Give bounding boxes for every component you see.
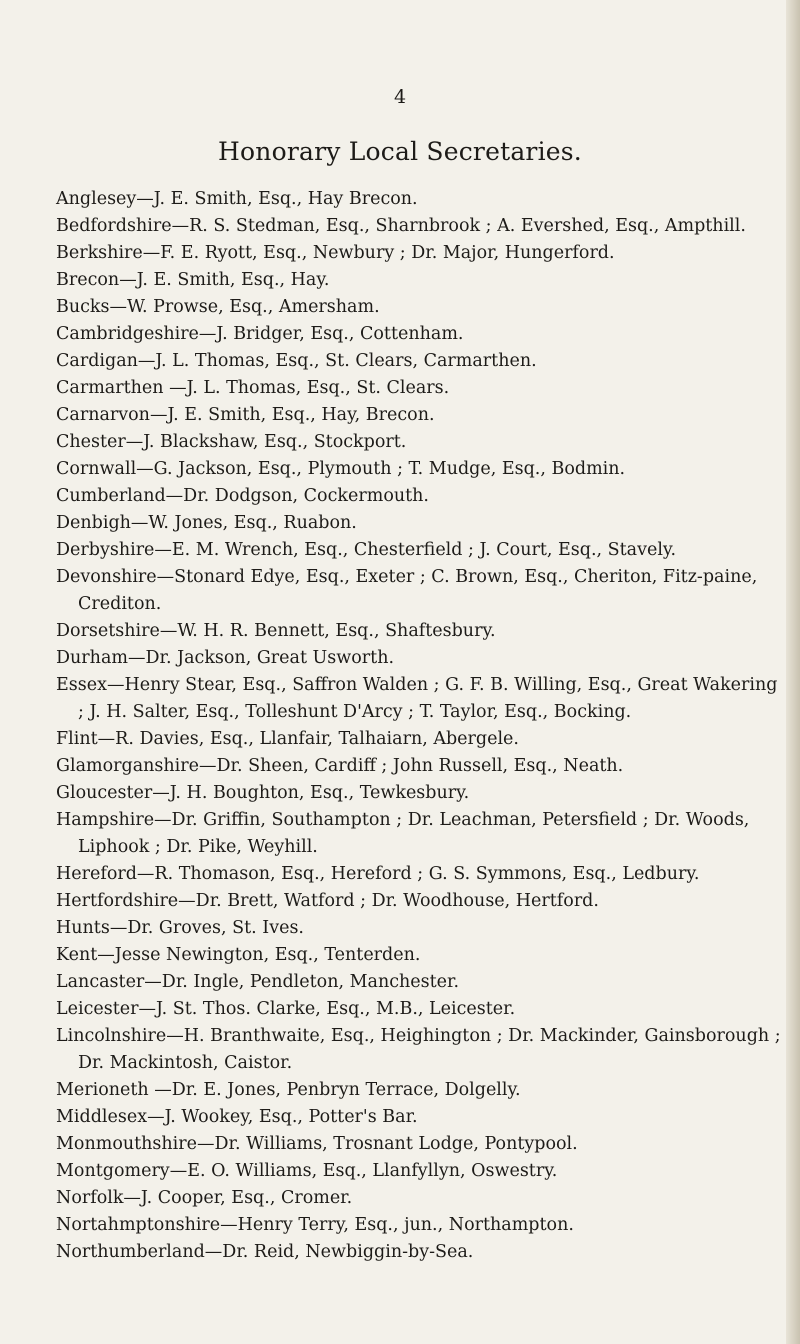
list-item: Hunts—Dr. Groves, St. Ives. (56, 918, 304, 938)
list-item: Montgomery—E. O. Williams, Esq., Llanfyllyn, Oswestry. (56, 1161, 558, 1181)
list-item: Bedfordshire—R. S. Stedman, Esq., Sharnbrook ; A. Evershed, Esq., Ampthill. (56, 216, 746, 236)
list-item: Carmarthen —J. L. Thomas, Esq., St. Clears. (56, 378, 450, 398)
list-item: Cambridgeshire—J. Bridger, Esq., Cottenham. (56, 324, 464, 344)
list-item: Chester—J. Blackshaw, Esq., Stockport. (56, 432, 407, 452)
list-item: Monmouthshire—Dr. Williams, Trosnant Lodge, Pontypool. (56, 1134, 578, 1154)
list-item: Dorsetshire—W. H. R. Bennett, Esq., Shaftesbury. (56, 621, 496, 641)
list-item: Hampshire—Dr. Griffin, Southampton ; Dr. Leachman, Petersfield ; Dr. Woods, Liphook ; Dr. Pike, Weyhill. (56, 810, 750, 857)
page-edge (786, 0, 800, 1344)
list-item: Brecon—J. E. Smith, Esq., Hay. (56, 270, 330, 290)
list-item: Leicester—J. St. Thos. Clarke, Esq., M.B., Leicester. (56, 999, 516, 1019)
list-item: Carnarvon—J. E. Smith, Esq., Hay, Brecon. (56, 405, 435, 425)
list-item: Hertfordshire—Dr. Brett, Watford ; Dr. Woodhouse, Hertford. (56, 891, 599, 911)
list-item: Northumberland—Dr. Reid, Newbiggin-by-Sea. (56, 1242, 474, 1262)
list-item: Kent—Jesse Newington, Esq., Tenterden. (56, 945, 421, 965)
list-item: Denbigh—W. Jones, Esq., Ruabon. (56, 513, 357, 533)
list-item: Flint—R. Davies, Esq., Llanfair, Talhaiarn, Abergele. (56, 729, 519, 749)
list-item: Cardigan—J. L. Thomas, Esq., St. Clears, Carmarthen. (56, 351, 537, 371)
page-title: Honorary Local Secretaries. (218, 137, 582, 166)
list-item: Merioneth —Dr. E. Jones, Penbryn Terrace, Dolgelly. (56, 1080, 521, 1100)
list-item: Essex—Henry Stear, Esq., Saffron Walden ; G. F. B. Willing, Esq., Great Wakering ; J. H. Salter, Esq., Tolleshunt D'Arcy ; T. Taylor, Esq., Bocking. (56, 675, 778, 722)
list-item: Devonshire—Stonard Edye, Esq., Exeter ; C. Brown, Esq., Cheriton, Fitz-paine, Crediton. (56, 567, 758, 614)
list-item: Bucks—W. Prowse, Esq., Amersham. (56, 297, 380, 317)
list-item: Derbyshire—E. M. Wrench, Esq., Chesterfield ; J. Court, Esq., Stavely. (56, 540, 677, 560)
list-item: Gloucester—J. H. Boughton, Esq., Tewkesbury. (56, 783, 470, 803)
list-item: Lincolnshire—H. Branthwaite, Esq., Heighington ; Dr. Mackinder, Gainsborough ; Dr. Mackintosh, Caistor. (56, 1026, 781, 1073)
list-item: Cornwall—G. Jackson, Esq., Plymouth ; T. Mudge, Esq., Bodmin. (56, 459, 626, 479)
list-item: Glamorganshire—Dr. Sheen, Cardiff ; John Russell, Esq., Neath. (56, 756, 624, 776)
list-item: Lancaster—Dr. Ingle, Pendleton, Manchester. (56, 972, 460, 992)
list-item: Hereford—R. Thomason, Esq., Hereford ; G. S. Symmons, Esq., Ledbury. (56, 864, 700, 884)
list-item: Durham—Dr. Jackson, Great Usworth. (56, 648, 395, 668)
page-number: 4 (393, 86, 407, 108)
list-item: Cumberland—Dr. Dodgson, Cockermouth. (56, 486, 429, 506)
list-item: Berkshire—F. E. Ryott, Esq., Newbury ; Dr. Major, Hungerford. (56, 243, 615, 263)
list-item: Nortahmptonshire—Henry Terry, Esq., jun., Northampton. (56, 1215, 574, 1235)
list-item: Middlesex—J. Wookey, Esq., Potter's Bar. (56, 1107, 418, 1127)
list-item: Anglesey—J. E. Smith, Esq., Hay Brecon. (56, 189, 418, 209)
list-item: Norfolk—J. Cooper, Esq., Cromer. (56, 1188, 353, 1208)
secretaries-list (56, 186, 788, 1266)
